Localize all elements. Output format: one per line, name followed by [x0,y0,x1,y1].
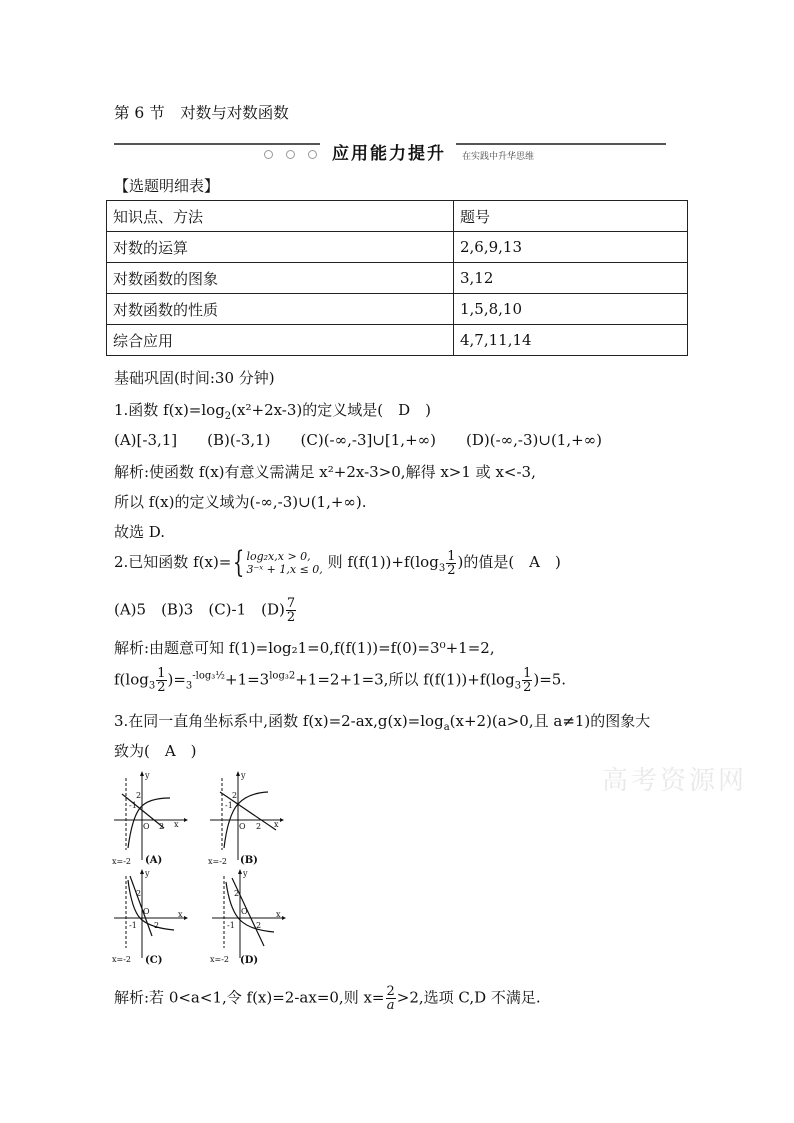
q2-stem-a: 2.已知函数 f(x)= [114,553,232,571]
svg-text:-1: -1 [227,921,235,930]
q1-options: (A)[-3,1] (B)(-3,1) (C)(-∞,-3]∪[1,+∞) (D)(-∞,-3)∪(1,+∞) [114,431,603,449]
svg-text:y: y [145,771,150,780]
section-title: 第 6 节 对数与对数函数 [114,104,289,122]
frac-denominator: a [386,998,395,1013]
frac-numerator: 1 [523,666,532,681]
graph-a [112,770,192,865]
svg-text:2: 2 [256,822,262,831]
asymptote-label: x=-2 [112,857,132,865]
table-header-cell: 题号 [454,201,688,232]
table-cell: 对数函数的性质 [107,294,454,325]
banner-rule-left [114,143,320,145]
q2-option-d-fraction [286,597,296,624]
asymptote-label: x=-2 [210,955,230,963]
q3-analysis-a: 解析:若 0<a<1,令 f(x)=2-ax=0,则 x= [114,988,385,1007]
q2-stem [114,545,561,580]
q2-half-fraction [446,550,456,577]
q3-stem1-sub: a [443,722,450,733]
q2-a2-fraction [156,667,166,694]
graph-label-a: (A) [145,855,163,866]
q2-stem-c: )的值是( A ) [457,553,561,571]
banner-title: 应用能力提升 [332,144,446,164]
svg-text:2: 2 [136,889,142,898]
svg-text:x: x [276,910,281,919]
asymptote-label: x=-2 [208,857,228,865]
svg-text:O: O [241,907,248,916]
q1-analysis-line3: 故选 D. [114,523,166,541]
table-row [107,263,688,294]
svg-text:2: 2 [234,889,240,898]
q2-options [114,597,297,624]
table-cell: 3,12 [454,263,688,294]
svg-text:-1: -1 [225,801,233,810]
svg-text:x: x [178,910,183,919]
q3-analysis-fraction [386,985,396,1012]
q3-stem-line2: 致为( A ) [114,742,197,760]
q2-a2-fraction2 [522,667,532,694]
q2-a2-e: +1=2+1=3,所以 f(f(1))+f(log [295,670,515,689]
frac-numerator: 1 [447,548,456,564]
banner-dot [264,150,273,159]
svg-text:O: O [239,822,246,831]
q3-stem-line1 [114,710,650,733]
q2-a2-d: +1=3 [225,670,270,689]
frac-denominator: 2 [523,680,532,695]
svg-text:y: y [241,771,246,780]
frac-numerator: 2 [386,984,395,999]
frac-denominator: 2 [286,610,296,625]
svg-text:-1: -1 [129,801,137,810]
q3-stem1: 3.在同一直角坐标系中,函数 f(x)=2-ax,g(x)=log [114,712,444,730]
banner-subtitle: 在实践中升华思维 [462,152,535,162]
banner-dot [286,150,295,159]
basic-heading: 基础巩固(时间:30 分钟) [114,369,275,387]
q2-stem-b-sub: 3 [438,563,446,574]
q1-stem-sub: 2 [224,411,232,422]
q1-stem-text: 1.函数 f(x)=log [114,401,225,419]
q2-cases [246,550,322,576]
q2-stem-b: 则 f(f(1))+f(log [327,553,439,571]
q2-analysis-line1: 解析:由题意可知 f(1)=log₂1=0,f(f(1))=f(0)=3⁰+1=2, [114,639,495,657]
q3-analysis [114,985,541,1012]
svg-text:y: y [145,869,150,878]
q2-options-text: (A)5 (B)3 (C)-1 (D) [114,600,285,619]
table-cell: 1,5,8,10 [454,294,688,325]
q2-a2-f: )=5. [533,670,567,689]
table-header-cell: 知识点、方法 [107,201,454,232]
table-row [107,232,688,263]
q1-stem-tail: (x²+2x-3)的定义域是( D ) [231,401,431,419]
q2-a2-sub: 3 [148,680,156,692]
svg-text:2: 2 [154,921,160,930]
asymptote-label: x=-2 [112,955,132,963]
table-cell: 对数的运算 [107,232,454,263]
q2-case2: 3⁻ˣ + 1,x ≤ 0, [246,563,323,576]
watermark: 高考资源网 [602,766,748,796]
table-header-row [107,201,688,232]
svg-text:2: 2 [232,791,238,800]
q2-case1: log₂x,x > 0, [246,550,311,563]
svg-text:x: x [274,820,279,829]
q2-brace: { [233,545,245,580]
svg-text:2: 2 [159,822,165,831]
q2-a2-exp1: -log₃½ [192,670,225,682]
svg-text:2: 2 [136,791,142,800]
q1-stem [114,399,431,422]
graph-c [112,868,192,963]
q2-a2-sub2: 3 [514,680,522,692]
table-row [107,325,688,356]
banner-rule-right [456,143,666,145]
table-cell: 2,6,9,13 [454,232,688,263]
table-cell: 综合应用 [107,325,454,356]
q3-stem1-tail: (x+2)(a>0,且 a≠1)的图象大 [449,712,651,730]
table-cell: 4,7,11,14 [454,325,688,356]
q3-analysis-b: >2,选项 C,D 不满足. [396,988,541,1007]
graph-label-c: (C) [145,955,163,966]
svg-text:-1: -1 [129,921,137,930]
frac-numerator: 1 [157,666,166,681]
q2-a2-c: 3 [185,680,193,692]
table-cell: 对数函数的图象 [107,263,454,294]
graph-d [210,868,290,963]
q2-a2-a: f(log [114,670,149,689]
svg-text:O: O [143,907,150,916]
q2-a2-b: )= [167,670,186,689]
graph-b [208,770,288,865]
table-row [107,294,688,325]
q1-analysis-line1: 解析:使函数 f(x)有意义需满足 x²+2x-3>0,解得 x>1 或 x<-3, [114,463,536,481]
svg-text:x: x [174,820,179,829]
graph-label-b: (B) [240,855,258,866]
svg-text:O: O [143,822,150,831]
q2-analysis-line2 [114,667,566,694]
frac-denominator: 2 [447,562,456,578]
topic-table [106,200,688,356]
svg-text:2: 2 [256,921,262,930]
q1-analysis-line2: 所以 f(x)的定义域为(-∞,-3)∪(1,+∞). [114,493,367,511]
svg-text:y: y [243,869,248,878]
frac-numerator: 7 [286,596,296,611]
q2-a2-exp2: log₃2 [269,670,296,682]
banner-dot [308,150,317,159]
table-heading: 【选题明细表】 [114,177,220,195]
graph-label-d: (D) [240,955,259,966]
frac-denominator: 2 [157,680,166,695]
